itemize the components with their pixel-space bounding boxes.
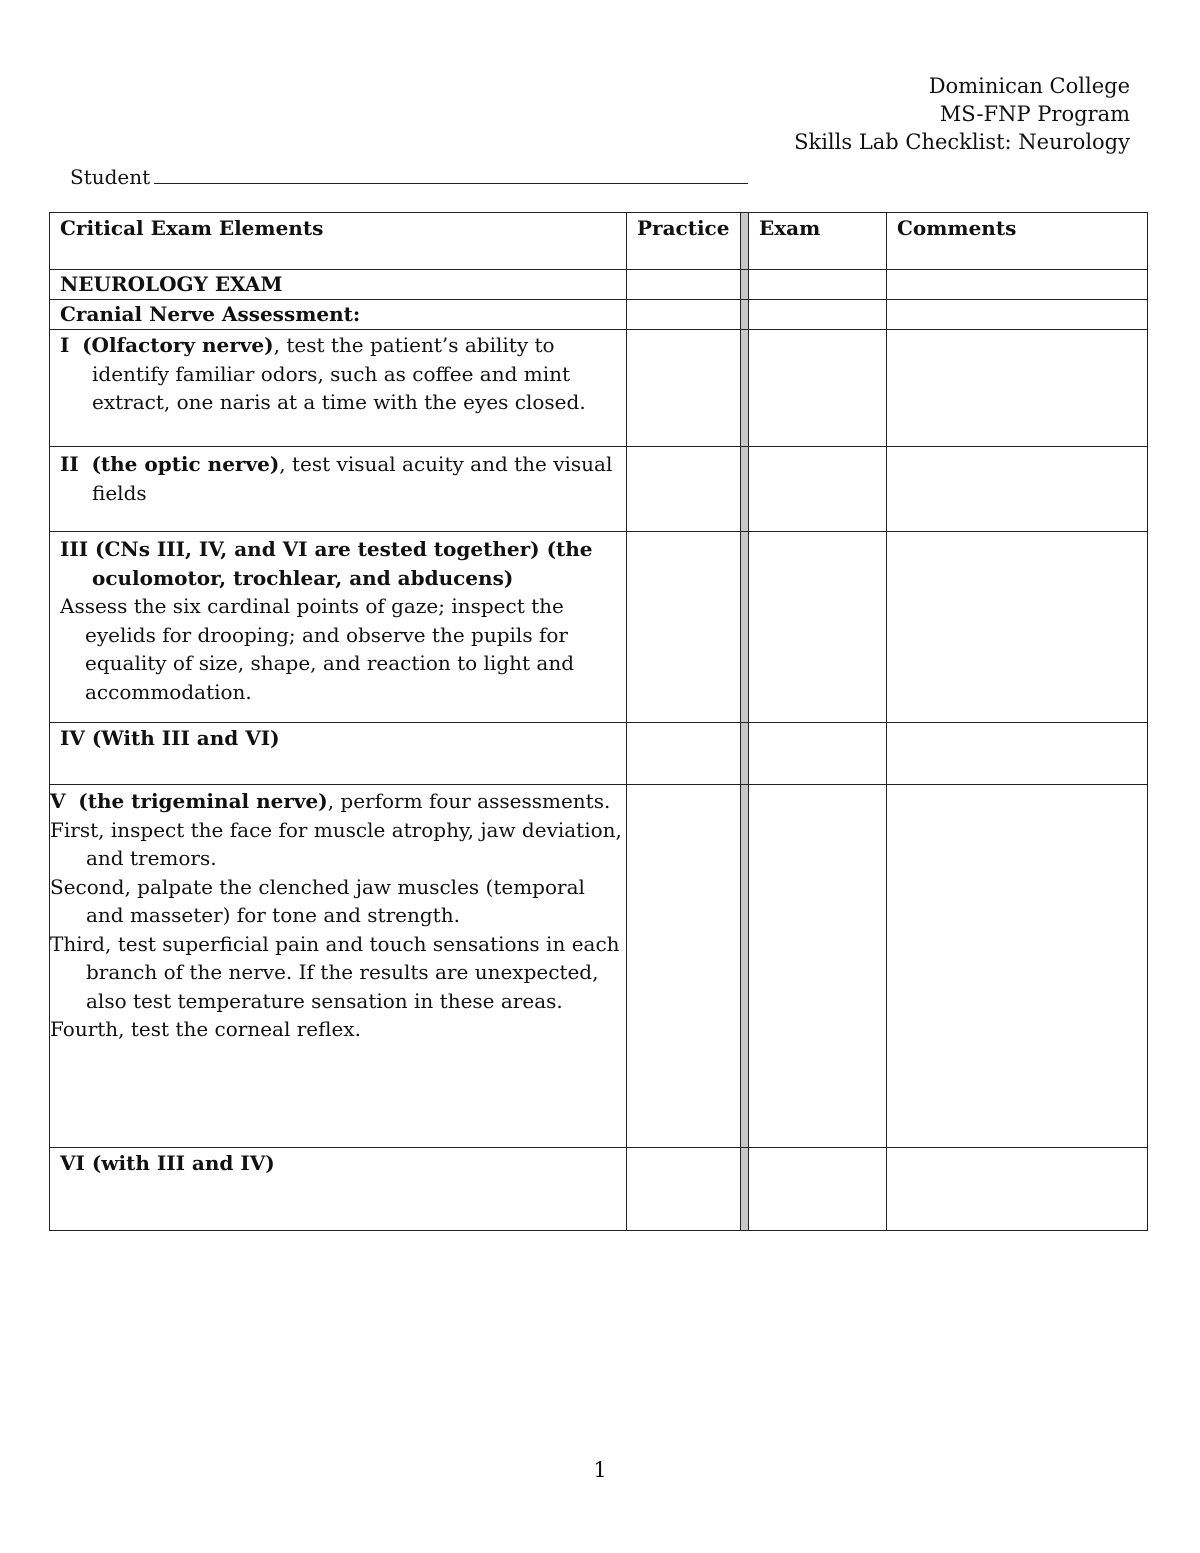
practice-cell[interactable]: [627, 447, 740, 531]
section-title: NEUROLOGY EXAM: [49, 270, 627, 299]
exam-cell[interactable]: [749, 447, 887, 531]
practice-cell[interactable]: [627, 330, 740, 446]
table-row: [49, 531, 1148, 722]
column-separator: [740, 213, 749, 269]
column-separator: [740, 447, 749, 531]
cn1-element: [49, 330, 627, 446]
practice-cell[interactable]: [627, 270, 740, 299]
column-separator: [740, 723, 749, 784]
cn5-step-2: Second, palpate the clenched jaw muscles (temporal and masseter) for tone and strength.: [50, 874, 585, 927]
cn1-name: (Olfactory nerve): [82, 333, 274, 357]
practice-cell[interactable]: [627, 785, 740, 1147]
cn1-number: I: [60, 333, 70, 357]
cn5-step-4: Fourth, test the corneal reflex.: [50, 1017, 361, 1041]
exam-cell[interactable]: [749, 330, 887, 446]
exam-cell[interactable]: [749, 723, 887, 784]
document-header: [794, 72, 1130, 156]
table-row: [49, 722, 1148, 784]
practice-cell[interactable]: [627, 300, 740, 329]
exam-cell[interactable]: [749, 1148, 887, 1230]
program-name: MS-FNP Program: [939, 102, 1130, 126]
column-separator: [740, 532, 749, 722]
comments-cell[interactable]: [887, 330, 1148, 446]
comments-cell[interactable]: [887, 300, 1148, 329]
table-row: [49, 784, 1148, 1147]
table-row: [49, 1147, 1148, 1231]
comments-cell[interactable]: [887, 447, 1148, 531]
exam-cell[interactable]: [749, 270, 887, 299]
comments-cell[interactable]: [887, 1148, 1148, 1230]
comments-cell[interactable]: [887, 785, 1148, 1147]
cn5-step-3: Third, test superficial pain and touch sensations in each branch of the nerve. If the results are unexpected, also test temperature sensation in these areas.: [50, 931, 620, 1013]
practice-cell[interactable]: [627, 723, 740, 784]
column-separator: [740, 300, 749, 329]
cn5-text: , perform four assessments.: [327, 789, 611, 813]
exam-cell[interactable]: [749, 532, 887, 722]
table-row: [49, 329, 1148, 446]
col-header-practice: Practice: [637, 216, 730, 240]
college-name: Dominican College: [928, 74, 1130, 98]
page-number: 1: [593, 1458, 607, 1482]
student-name-line[interactable]: [154, 164, 748, 184]
column-separator: [740, 785, 749, 1147]
subsection-title: Cranial Nerve Assessment:: [49, 300, 627, 329]
checklist-title: Skills Lab Checklist: Neurology: [794, 130, 1130, 154]
cn3-title: III (CNs III, IV, and VI are tested together) (the oculomotor, trochlear, and abducens): [60, 537, 593, 590]
table-header-row: [49, 212, 1148, 269]
exam-cell[interactable]: [749, 785, 887, 1147]
cn2-text: , test visual acuity and the visual fields: [92, 452, 613, 505]
col-header-comments: Comments: [887, 213, 1148, 269]
exam-cell[interactable]: [749, 300, 887, 329]
cn4-title: IV (With III and VI): [49, 723, 627, 784]
table-row: [49, 299, 1148, 329]
checklist-table: [49, 212, 1148, 1231]
table-row: [49, 269, 1148, 299]
cn5-element: [49, 785, 627, 1147]
cn5-name: (the trigeminal nerve): [78, 789, 328, 813]
cn5-intro: [50, 787, 626, 816]
cn5-number: V: [50, 789, 66, 813]
table-row: [49, 446, 1148, 531]
column-separator: [740, 330, 749, 446]
cn1-text: , test the patient’s ability to identify familiar odors, such as coffee and mint extract, one naris at a time with the eyes closed.: [92, 333, 586, 414]
cn3-text: Assess the six cardinal points of gaze; inspect the eyelids for drooping; and observe the pupils for equality of size, shape, and reaction to light and accommodation.: [60, 594, 575, 704]
cn5-step-1: First, inspect the face for muscle atrophy, jaw deviation, and tremors.: [50, 817, 622, 870]
cn3-element: [49, 532, 627, 722]
comments-cell[interactable]: [887, 270, 1148, 299]
column-separator: [740, 1148, 749, 1230]
cn2-number: II: [60, 452, 79, 476]
cn2-element: [49, 447, 627, 531]
cn2-name: (the optic nerve): [91, 452, 280, 476]
column-separator: [740, 270, 749, 299]
student-field: [70, 163, 748, 191]
cn6-title: VI (with III and IV): [49, 1148, 627, 1230]
comments-cell[interactable]: [887, 723, 1148, 784]
practice-cell[interactable]: [627, 1148, 740, 1230]
student-label: Student: [70, 165, 151, 189]
col-header-exam: Exam: [749, 213, 887, 269]
comments-cell[interactable]: [887, 532, 1148, 722]
practice-cell[interactable]: [627, 532, 740, 722]
col-header-elements: Critical Exam Elements: [49, 213, 627, 269]
